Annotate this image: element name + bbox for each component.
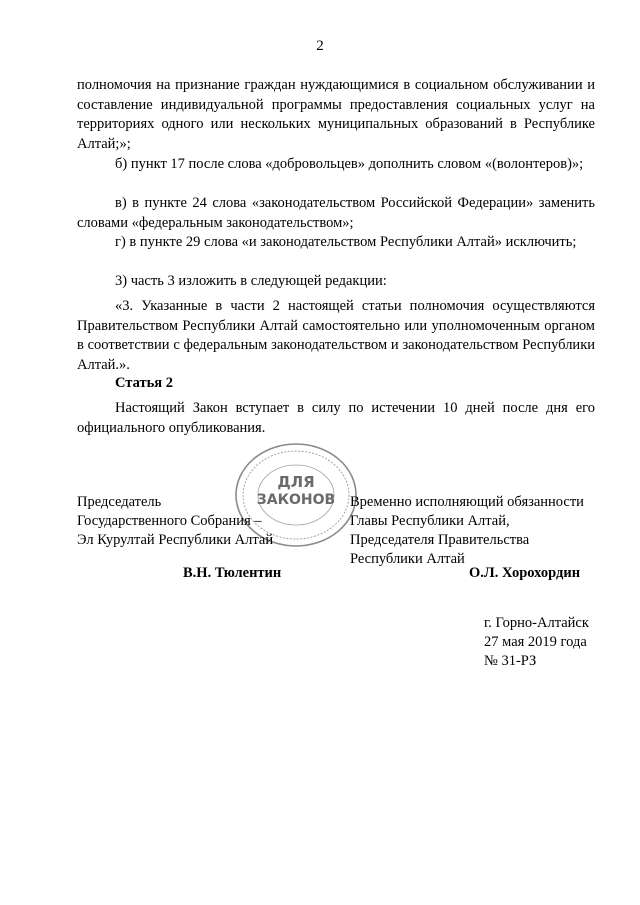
signature-right-title-1: Временно исполняющий обязанности <box>350 494 584 510</box>
signature-right-title-3: Председателя Правительства <box>350 532 530 548</box>
paragraph-item-3: 3) часть 3 изложить в следующей редакции: <box>115 273 387 289</box>
document-date: 27 мая 2019 года <box>484 634 587 650</box>
signatory-name-left: В.Н. Тюлентин <box>183 565 282 581</box>
stamp-text-line2: ЗАКОНОВ <box>256 492 336 508</box>
stamp-text-line1: ДЛЯ <box>277 473 315 491</box>
place-date-block <box>484 614 589 671</box>
signature-right-title-2: Главы Республики Алтай, <box>350 513 510 529</box>
document-number: № 31-РЗ <box>484 653 537 669</box>
place-city: г. Горно-Алтайск <box>484 615 589 631</box>
signatory-name-right: О.Л. Хорохордин <box>469 565 581 581</box>
signature-left-title-2: Государственного Собрания – <box>77 513 262 529</box>
signature-block-left <box>77 493 347 550</box>
paragraph-item-g: г) в пункте 29 слова «и законодательством Республики Алтай» исключить; <box>115 234 577 250</box>
paragraph-item-v: в) в пункте 24 слова «законодательством Российской Федерации» заменить словами «федеральным законодательством»; <box>77 195 595 231</box>
signature-left-title-1: Председатель <box>77 494 162 510</box>
signature-block-right <box>350 493 595 569</box>
page-number: 2 <box>316 38 324 54</box>
paragraph-effective-date: Настоящий Закон вступает в силу по истечении 10 дней после дня его официального опубликования. <box>77 400 595 436</box>
paragraph-quote: «3. Указанные в части 2 настоящей статьи полномочия осуществляются Правительством Республики Алтай самостоятельно или уполномоченным органом в соответствии с федеральным законодательством и законодательством Республики Алтай.». <box>77 298 595 373</box>
signature-right-title-4: Республики Алтай <box>350 551 465 567</box>
signature-left-title-3: Эл Курултай Республики Алтай <box>77 532 274 548</box>
article-heading: Статья 2 <box>115 375 173 391</box>
paragraph-continuation: полномочия на признание граждан нуждающимися в социальном обслуживании и составление индивидуальной программы предоставления социальных услуг на территориях одного или нескольких муниципальных образований в Республике Алтай;»; <box>77 77 595 152</box>
paragraph-item-b: б) пункт 17 после слова «добровольцев» дополнить словом «(волонтеров)»; <box>115 156 584 172</box>
